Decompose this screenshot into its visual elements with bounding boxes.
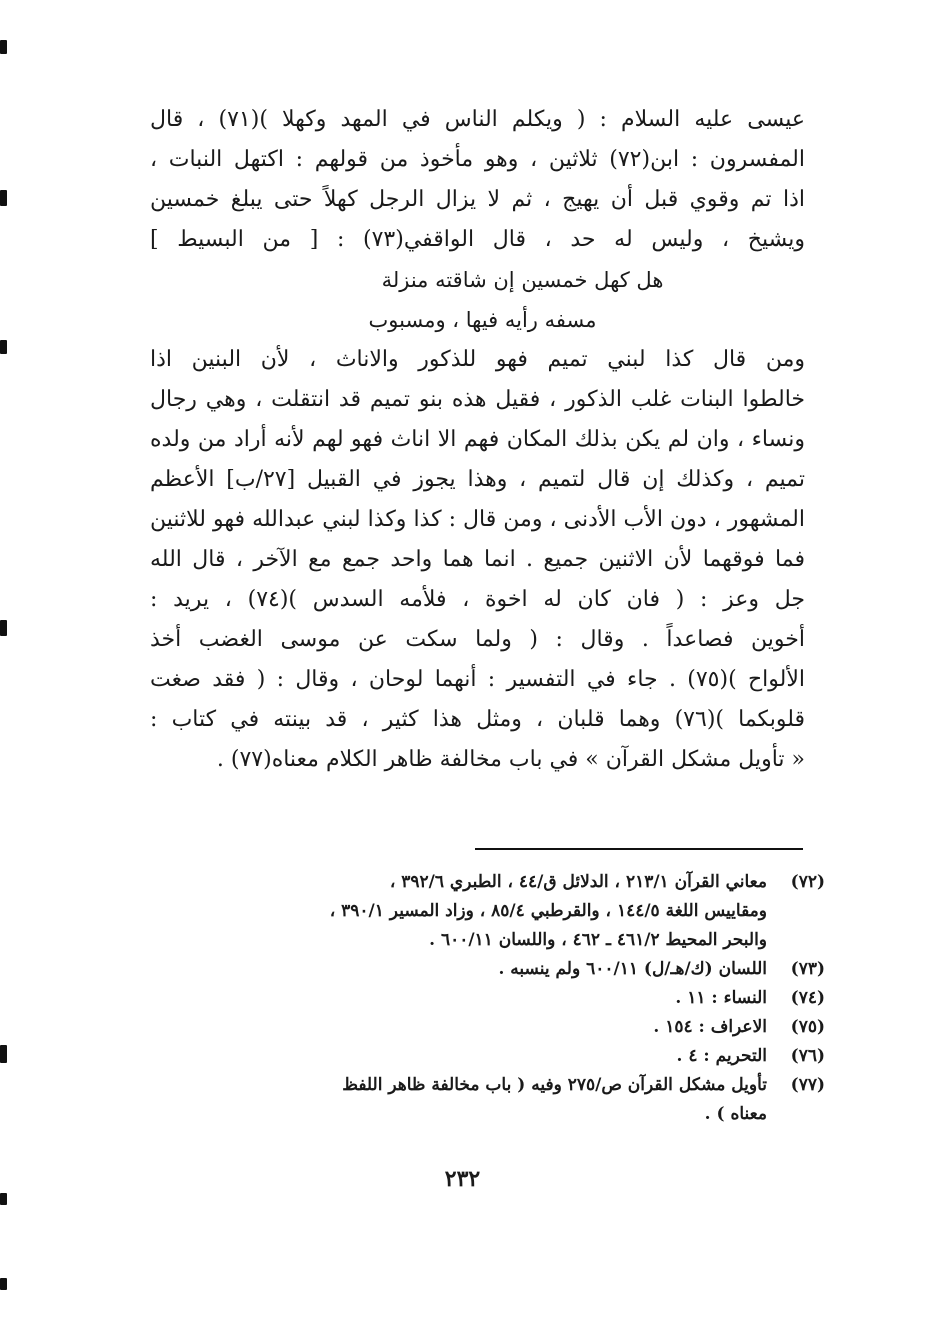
footnote-text: ومقاييس اللغة ١٤٤/٥ ، والقرطبي ٨٥/٤ ، وزاد المسير ٣٩٠/١ ، xyxy=(329,901,767,921)
scan-edge-mark xyxy=(0,1278,7,1290)
footnote-number: (٧٤) xyxy=(790,988,825,1008)
scan-edge-mark xyxy=(0,1045,7,1063)
text-line: المشهور ، دون الأب الأدنى ، ومن قال : كذا وكذا لبني عبدالله فهو للاثنين xyxy=(150,507,805,532)
text-line: فما فوقهما لأن الاثنين جميع . انما هما واحد جمع مع الآخر ، قال الله xyxy=(150,547,805,572)
scan-edge-mark xyxy=(0,620,7,636)
text-line: ويشيخ ، وليس له حد ، قال الواقفي(٧٣) : [ من البسيط ] xyxy=(150,227,805,252)
poem-verse-line: هل كهل خمسين إن شاقته منزلة xyxy=(381,268,664,292)
footnote xyxy=(150,1042,825,1071)
text-line: أخوين فصاعداً . وقال : ( ولما سكت عن موسى الغضب أخذ xyxy=(150,627,805,652)
footnote xyxy=(150,868,825,955)
footnote xyxy=(150,1071,825,1129)
scan-edge-mark xyxy=(0,190,7,206)
main-text xyxy=(150,100,805,780)
footnotes xyxy=(150,868,825,1129)
poem-verse-line: مسفه رأيه فيها ، ومسبوب xyxy=(368,308,597,332)
footnote-number: (٧٢) xyxy=(790,872,825,892)
footnote-text: تأويل مشكل القرآن ص/٢٧٥ وفيه ( باب مخالفة ظاهر اللفظ xyxy=(342,1075,767,1095)
footnote xyxy=(150,1013,825,1042)
footnote-text: التحريم : ٤ . xyxy=(676,1046,767,1066)
text-line: الألواح )(٧٥) . جاء في التفسير : أنهما لوحان ، وقال : ( فقد صغت xyxy=(150,667,805,692)
page-number: ٢٣٢ xyxy=(444,1166,481,1192)
text-line: قلوبكما )(٧٦) وهما قلبان ، ومثل هذا كثير ، قد بينته في كتاب : xyxy=(150,707,805,732)
footnote-number: (٧٧) xyxy=(790,1075,825,1095)
footnote xyxy=(150,984,825,1013)
footnote-separator xyxy=(475,848,803,850)
text-line: « تأويل مشكل القرآن » في باب مخالفة ظاهر الكلام معناه(٧٧) . xyxy=(216,747,805,772)
text-line: ومن قال كذا لبني تميم فهو للذكور والاناث ، لأن البنين اذا xyxy=(150,347,805,372)
footnote-text: معاني القرآن ٢١٣/١ ، الدلائل ق/٤٤ ، الطبري ٣٩٢/٦ ، xyxy=(389,872,767,892)
footnote-text: اللسان (ك/هـ/ل) ٦٠٠/١١ ولم ينسبه . xyxy=(498,959,767,979)
footnote-text: الاعراف : ١٥٤ . xyxy=(653,1017,767,1037)
footnote-number: (٧٥) xyxy=(790,1017,825,1037)
text-line: ونساء ، وان لم يكن بذلك المكان فهم الا اناث فهو لهم لأنه أراد من ولده xyxy=(150,427,805,452)
footnote-text: معناه ) . xyxy=(704,1104,767,1124)
text-line: جل وعز : ( فان كان له اخوة ، فلأمه السدس )(٧٤) ، يريد : xyxy=(150,587,805,612)
footnote-number: (٧٦) xyxy=(790,1046,825,1066)
footnote-text: النساء : ١١ . xyxy=(675,988,767,1008)
scan-edge-mark xyxy=(0,340,7,354)
text-line: اذا تم وقوي قبل أن يهيج ، ثم لا يزال الرجل كهلاً حتى يبلغ خمسين xyxy=(150,187,805,212)
footnote xyxy=(150,955,825,984)
scan-edge-mark xyxy=(0,1193,7,1205)
text-line: المفسرون : ابن(٧٢) ثلاثين ، وهو مأخوذ من قولهم : اكتهل النبات ، xyxy=(150,147,805,172)
scan-edge-mark xyxy=(0,40,7,54)
footnote-text: والبحر المحيط ٤٦١/٢ ـ ٤٦٢ ، واللسان ٦٠٠/١١ . xyxy=(429,930,767,950)
footnote-number: (٧٣) xyxy=(790,959,825,979)
text-line: عيسى عليه السلام : ( ويكلم الناس في المهد وكهلا )(٧١) ، قال xyxy=(150,107,805,132)
text-line: خالطوا البنات غلب الذكور ، فقيل هذه بنو تميم قد انتقلت ، وهي رجال xyxy=(150,387,805,412)
text-line: تميم ، وكذلك إن قال لتميم ، وهذا يجوز في القبيل [٢٧/ب] الأعظم xyxy=(150,467,805,492)
